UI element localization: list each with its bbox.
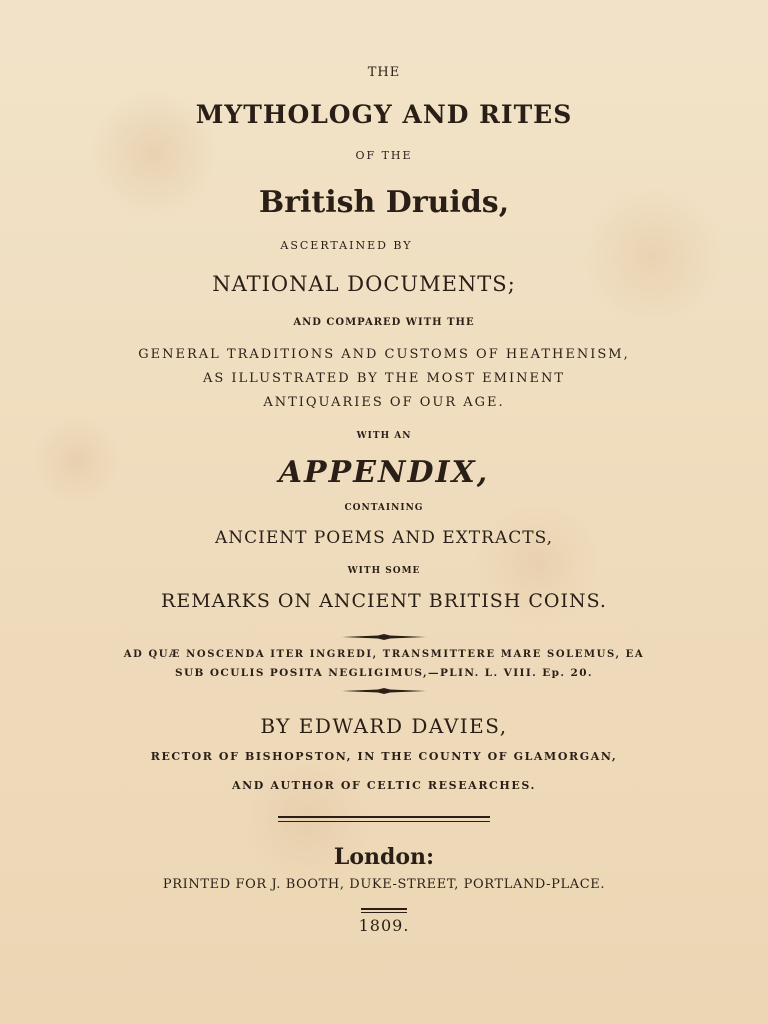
london-label: London: — [333, 844, 435, 870]
ornamental-rule-bottom — [342, 688, 426, 694]
line-rector: RECTOR OF BISHOPSTON, IN THE COUNTY OF GLAMORGAN, — [150, 750, 618, 763]
line-containing: CONTAINING — [344, 503, 424, 513]
latin-quote-line-2: SUB OCULIS POSITA NEGLIGIMUS,—PLIN. L. VIII. Ep. 20. — [175, 667, 593, 679]
printer-line: PRINTED FOR J. BOOTH, DUKE-STREET, PORTLAND-PLACE. — [162, 877, 606, 892]
line-remarks: REMARKS ON ANCIENT BRITISH COINS. — [161, 590, 607, 612]
double-rule — [278, 816, 490, 822]
line-author-of: AND AUTHOR OF CELTIC RESEARCHES. — [232, 779, 536, 792]
line-documents: NATIONAL DOCUMENTS; — [212, 272, 516, 296]
line-of-the: OF THE — [355, 149, 413, 162]
druids-title: British Druids, — [258, 185, 510, 220]
line-with-some: WITH SOME — [347, 566, 421, 576]
line-poems: ANCIENT POEMS AND EXTRACTS, — [214, 528, 554, 548]
year-rule — [361, 908, 407, 913]
year-line: 1809. — [358, 916, 410, 935]
ornamental-rule-top — [342, 634, 426, 640]
main-title: MYTHOLOGY AND RITES — [195, 100, 573, 129]
line-traditions: GENERAL TRADITIONS AND CUSTOMS OF HEATHENISM, — [138, 347, 630, 362]
author-line: BY EDWARD DAVIES, — [260, 714, 508, 738]
line-illustrated: AS ILLUSTRATED BY THE MOST EMINENT — [202, 371, 566, 386]
appendix-title: APPENDIX, — [278, 455, 490, 490]
line-with-an: WITH AN — [356, 431, 412, 441]
line-ascertained: ASCERTAINED BY — [280, 239, 413, 252]
line-antiquaries: ANTIQUARIES OF OUR AGE. — [263, 395, 505, 410]
line-compared: AND COMPARED WITH THE — [293, 317, 475, 328]
latin-quote-line-1: AD QUÆ NOSCENDA ITER INGREDI, TRANSMITTERE MARE SOLEMUS, EA — [123, 649, 645, 660]
line-the: THE — [367, 65, 401, 80]
